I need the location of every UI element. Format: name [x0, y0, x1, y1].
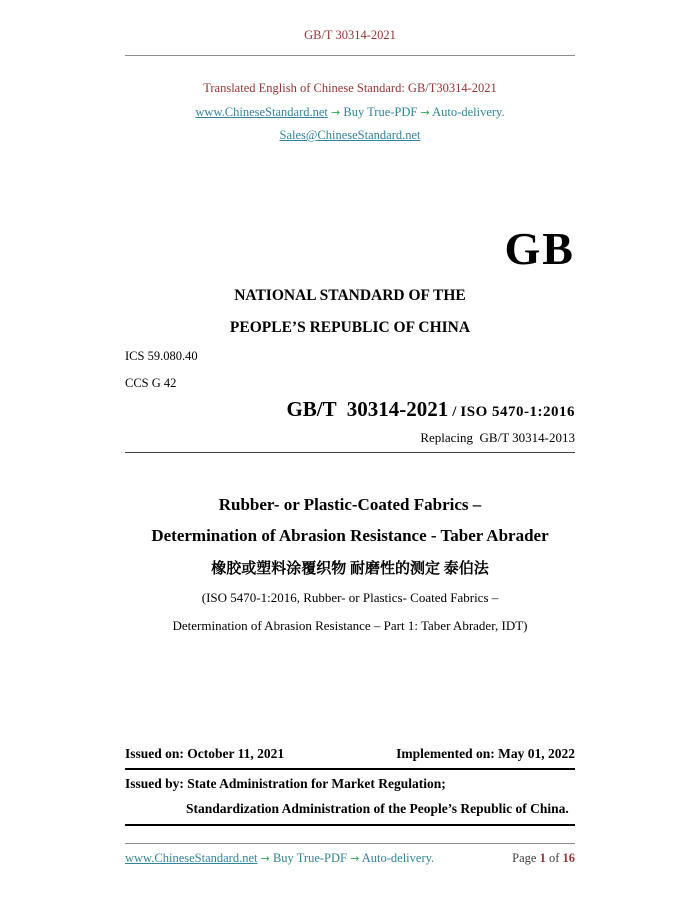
title-chinese: 橡胶或塑料涂覆织物 耐磨性的测定 泰伯法 [211, 561, 489, 577]
standard-number-main: GB/T 30314-2021 [286, 397, 449, 421]
site-link[interactable]: www.ChineseStandard.net [195, 105, 328, 119]
footer-auto-delivery-text: Auto-delivery. [361, 851, 435, 865]
translated-line: Translated English of Chinese Standard: GB/T30314-2021 [203, 81, 497, 95]
of-label: of [548, 851, 560, 865]
standard-number-separator: / [452, 404, 457, 420]
issued-on: Issued on: October 11, 2021 [125, 746, 285, 761]
thick-rule-bottom [125, 824, 575, 826]
national-standard-line2: PEOPLE’S REPUBLIC OF CHINA [229, 319, 471, 336]
arrow-icon: → [350, 852, 360, 865]
page-indicator [512, 851, 575, 866]
email-line [125, 128, 575, 143]
page-number: 1 [539, 851, 546, 865]
auto-delivery-text: Auto-delivery. [432, 105, 505, 119]
buy-true-pdf-link[interactable]: Buy True-PDF [343, 105, 418, 119]
replacing-note: Replacing GB/T 30314-2013 [420, 430, 575, 445]
issued-by-line1: Issued by: State Administration for Market Regulation; [125, 776, 446, 791]
title-english-line2: Determination of Abrasion Resistance - Taber Abrader [151, 526, 549, 545]
ccs-code: CCS G 42 [125, 376, 177, 390]
standard-number [125, 397, 575, 422]
thick-rule-top [125, 768, 575, 770]
gb-logo: GB [504, 223, 575, 274]
issued-by-line2: Standardization Administration of the People’s Republic of China. [186, 801, 569, 816]
footer-rule [125, 843, 575, 844]
implemented-on: Implemented on: May 01, 2022 [396, 746, 575, 761]
national-standard-line1: NATIONAL STANDARD OF THE [234, 287, 466, 304]
arrow-icon: → [420, 106, 430, 119]
iso-reference-line1: (ISO 5470-1:2016, Rubber- or Plastics- Coated Fabrics – [201, 590, 499, 605]
arrow-icon: → [331, 106, 341, 119]
mid-rule [125, 452, 575, 453]
promo-links-line [125, 105, 575, 120]
title-english-line1: Rubber- or Plastic-Coated Fabrics – [218, 495, 482, 514]
issue-row [125, 746, 575, 762]
iso-reference-line2: Determination of Abrasion Resistance – Part 1: Taber Abrader, IDT) [172, 618, 528, 633]
standard-number-iso: ISO 5470-1:2016 [460, 404, 575, 420]
total-pages: 16 [562, 851, 575, 865]
arrow-icon: → [260, 852, 270, 865]
header-doc-number: GB/T 30314-2021 [304, 28, 396, 42]
ics-code: ICS 59.080.40 [125, 349, 198, 363]
footer-buy-true-pdf-link[interactable]: Buy True-PDF [272, 851, 347, 865]
footer-links [125, 851, 434, 866]
page-label: Page [512, 851, 537, 865]
header-rule [125, 55, 575, 56]
sales-email-link[interactable]: Sales@ChineseStandard.net [279, 128, 421, 142]
footer-site-link[interactable]: www.ChineseStandard.net [125, 851, 258, 865]
footer-row [125, 851, 575, 866]
